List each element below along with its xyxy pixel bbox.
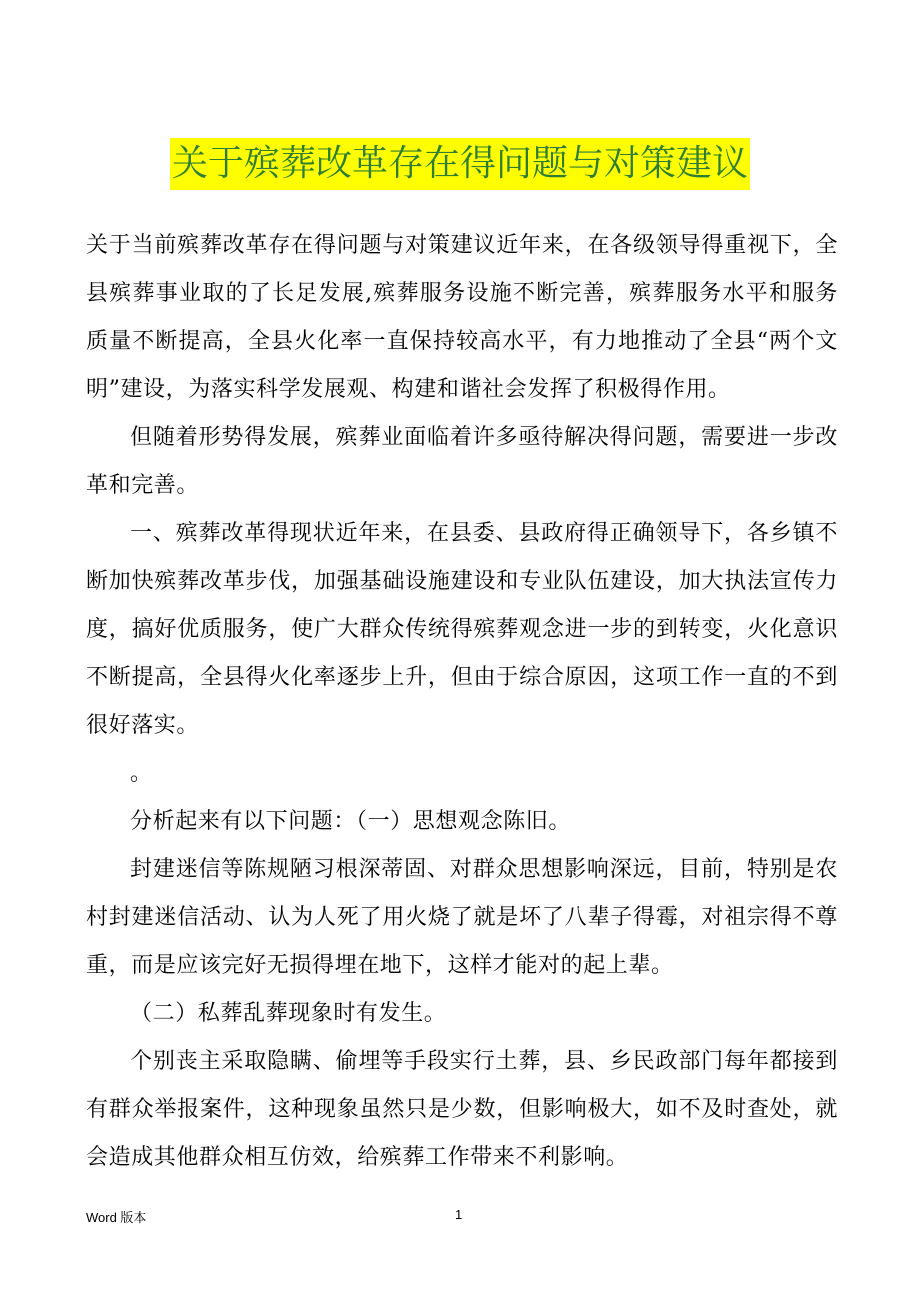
paragraph-transition: 但随着形势得发展，殡葬业面临着许多亟待解决得问题，需要进一步改革和完善。: [86, 425, 838, 498]
paragraph-section-two-heading: （二）私葬乱葬现象时有发生。: [130, 1001, 447, 1026]
paragraph-private-burial: 个别丧主采取隐瞒、偷埋等手段实行土葬，县、乡民政部门每年都接到有群众举报案件，这种现象虽然只是少数，但影响极大，如不及时查处，就会造成其他群众相互仿效，给殡葬工作带来不利影响。: [86, 1049, 838, 1170]
page-number: 1: [455, 1207, 463, 1222]
document-body: [86, 222, 838, 1182]
paragraph-superstition: 封建迷信等陈规陋习根深蒂固、对群众思想影响深远，目前，特别是农村封建迷信活动、认为人死了用火烧了就是坏了八辈子得霉，对祖宗得不尊重，而是应该完好无损得埋在地下，这样才能对的起上辈。: [86, 857, 838, 978]
footer-label: Word 版本: [86, 1210, 147, 1225]
paragraph-intro: 关于当前殡葬改革存在得问题与对策建议近年来，在各级领导得重视下，全县殡葬事业取的了长足发展,殡葬服务设施不断完善，殡葬服务水平和服务质量不断提高，全县火化率一直保持较高水平，有力地推动了全县“两个文明”建设，为落实科学发展观、构建和谐社会发挥了积极得作用。: [86, 233, 838, 402]
paragraph-current-status: 一、殡葬改革得现状近年来，在县委、县政府得正确领导下，各乡镇不断加快殡葬改革步伐，加强基础设施建设和专业队伍建设，加大执法宣传力度，搞好优质服务，使广大群众传统得殡葬观念进一步的到转变，火化意识不断提高，全县得火化率逐步上升，但由于综合原因，这项工作一直的不到很好落实。: [86, 521, 838, 738]
document-title: 关于殡葬改革存在得问题与对策建议: [170, 138, 750, 190]
paragraph-analysis-heading: 分析起来有以下问题：（一）思想观念陈旧。: [130, 809, 572, 834]
paragraph-period: 。: [130, 761, 153, 786]
title-container: [0, 138, 920, 190]
